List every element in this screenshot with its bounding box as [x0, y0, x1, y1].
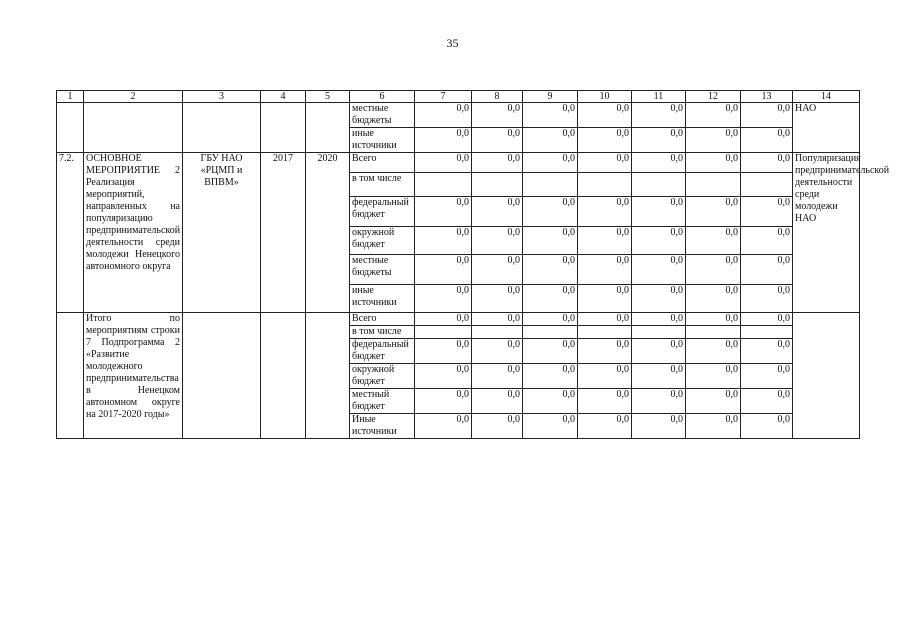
source-label: федеральный бюджет — [350, 197, 415, 227]
source-label: иные источники — [350, 285, 415, 313]
header-cell: 7 — [415, 91, 472, 103]
value-cell: 0,0 — [523, 255, 578, 285]
value-cell: 0,0 — [632, 227, 686, 255]
value-cell: 0,0 — [523, 414, 578, 439]
value-cell: 0,0 — [415, 153, 472, 173]
value-cell: 0,0 — [578, 197, 632, 227]
value-cell — [686, 173, 741, 197]
value-cell: 0,0 — [578, 103, 632, 128]
source-label: окружной бюджет — [350, 364, 415, 389]
value-cell: 0,0 — [632, 128, 686, 153]
result-cell — [793, 313, 860, 439]
total-name: Итого по мероприятиям строки 7 Подпрограмма 2 «Развитие молодежного предпринимательства в Ненецком автономном округе на 2017-2020 годы» — [84, 313, 183, 439]
source-label: иные источники — [350, 128, 415, 153]
year-start — [261, 313, 306, 439]
source-label: федеральный бюджет — [350, 339, 415, 364]
value-cell: 0,0 — [632, 103, 686, 128]
value-cell: 0,0 — [415, 339, 472, 364]
value-cell: 0,0 — [578, 285, 632, 313]
value-cell: 0,0 — [523, 285, 578, 313]
value-cell — [632, 173, 686, 197]
header-cell: 9 — [523, 91, 578, 103]
value-cell: 0,0 — [686, 103, 741, 128]
value-cell: 0,0 — [415, 414, 472, 439]
value-cell: 0,0 — [578, 128, 632, 153]
value-cell: 0,0 — [415, 197, 472, 227]
row-number: 7.2. — [57, 153, 84, 313]
year-start-cell — [261, 103, 306, 153]
value-cell: 0,0 — [472, 285, 523, 313]
value-cell: 0,0 — [472, 389, 523, 414]
value-cell: 0,0 — [686, 197, 741, 227]
header-cell: 1 — [57, 91, 84, 103]
value-cell — [741, 173, 793, 197]
value-cell: 0,0 — [415, 364, 472, 389]
header-cell: 5 — [306, 91, 350, 103]
header-cell: 8 — [472, 91, 523, 103]
value-cell: 0,0 — [686, 285, 741, 313]
header-cell: 14 — [793, 91, 860, 103]
source-label: Иные источники — [350, 414, 415, 439]
value-cell: 0,0 — [472, 313, 523, 326]
value-cell: 0,0 — [578, 153, 632, 173]
value-cell: 0,0 — [686, 414, 741, 439]
value-cell — [632, 326, 686, 339]
num-cell — [57, 103, 84, 153]
value-cell: 0,0 — [632, 313, 686, 326]
header-cell: 10 — [578, 91, 632, 103]
value-cell: 0,0 — [578, 364, 632, 389]
value-cell: 0,0 — [523, 197, 578, 227]
value-cell: 0,0 — [523, 128, 578, 153]
value-cell — [686, 326, 741, 339]
value-cell: 0,0 — [741, 313, 793, 326]
year-start: 2017 — [261, 153, 306, 313]
value-cell: 0,0 — [523, 153, 578, 173]
year-end: 2020 — [306, 153, 350, 313]
executor: ГБУ НАО «РЦМП и ВПВМ» — [183, 153, 261, 313]
value-cell — [578, 173, 632, 197]
value-cell — [741, 326, 793, 339]
value-cell: 0,0 — [578, 313, 632, 326]
value-cell: 0,0 — [472, 227, 523, 255]
value-cell: 0,0 — [686, 227, 741, 255]
result-cell: НАО — [793, 103, 860, 153]
value-cell: 0,0 — [523, 389, 578, 414]
value-cell: 0,0 — [632, 285, 686, 313]
source-label: в том числе — [350, 173, 415, 197]
funding-table — [56, 90, 890, 439]
value-cell: 0,0 — [686, 364, 741, 389]
source-label: окружной бюджет — [350, 227, 415, 255]
activity-name: ОСНОВНОЕ МЕРОПРИЯТИЕ 2 Реализация мероприятий, направленных на популяризацию предпринимательской деятельности среди молодежи Ненецкого автономного округа — [84, 153, 183, 313]
value-cell: 0,0 — [472, 153, 523, 173]
value-cell: 0,0 — [578, 414, 632, 439]
value-cell: 0,0 — [741, 103, 793, 128]
value-cell: 0,0 — [472, 339, 523, 364]
value-cell: 0,0 — [415, 103, 472, 128]
value-cell: 0,0 — [741, 339, 793, 364]
value-cell: 0,0 — [741, 153, 793, 173]
value-cell: 0,0 — [523, 313, 578, 326]
header-cell: 13 — [741, 91, 793, 103]
value-cell — [523, 326, 578, 339]
header-cell: 2 — [84, 91, 183, 103]
name-cell — [84, 103, 183, 153]
year-end-cell — [306, 103, 350, 153]
source-label: местные бюджеты — [350, 255, 415, 285]
value-cell: 0,0 — [686, 128, 741, 153]
value-cell: 0,0 — [415, 227, 472, 255]
value-cell: 0,0 — [632, 339, 686, 364]
value-cell: 0,0 — [741, 389, 793, 414]
value-cell: 0,0 — [741, 227, 793, 255]
value-cell: 0,0 — [578, 227, 632, 255]
value-cell: 0,0 — [523, 103, 578, 128]
source-label: Всего — [350, 313, 415, 326]
value-cell: 0,0 — [472, 103, 523, 128]
value-cell: 0,0 — [741, 364, 793, 389]
value-cell: 0,0 — [686, 255, 741, 285]
value-cell: 0,0 — [741, 128, 793, 153]
value-cell: 0,0 — [632, 255, 686, 285]
value-cell — [472, 173, 523, 197]
value-cell: 0,0 — [415, 128, 472, 153]
value-cell: 0,0 — [415, 255, 472, 285]
value-cell: 0,0 — [415, 313, 472, 326]
value-cell: 0,0 — [523, 227, 578, 255]
value-cell: 0,0 — [632, 389, 686, 414]
value-cell: 0,0 — [741, 197, 793, 227]
value-cell — [472, 326, 523, 339]
source-label: в том числе — [350, 326, 415, 339]
value-cell: 0,0 — [686, 339, 741, 364]
value-cell: 0,0 — [472, 364, 523, 389]
value-cell: 0,0 — [686, 389, 741, 414]
value-cell: 0,0 — [741, 285, 793, 313]
value-cell: 0,0 — [472, 414, 523, 439]
table-row — [57, 313, 860, 326]
source-label: местные бюджеты — [350, 103, 415, 128]
value-cell: 0,0 — [472, 197, 523, 227]
value-cell: 0,0 — [523, 339, 578, 364]
header-cell: 3 — [183, 91, 261, 103]
executor — [183, 313, 261, 439]
value-cell: 0,0 — [415, 285, 472, 313]
value-cell: 0,0 — [632, 364, 686, 389]
value-cell: 0,0 — [472, 255, 523, 285]
header-cell: 11 — [632, 91, 686, 103]
result-cell: Популяризация предпринимательской деятельности среди молодежи НАО — [793, 153, 860, 313]
table-row — [57, 103, 860, 128]
value-cell — [415, 173, 472, 197]
value-cell: 0,0 — [472, 128, 523, 153]
value-cell: 0,0 — [686, 313, 741, 326]
row-number — [57, 313, 84, 439]
header-cell: 4 — [261, 91, 306, 103]
source-label: местный бюджет — [350, 389, 415, 414]
header-row — [57, 91, 860, 103]
value-cell: 0,0 — [632, 414, 686, 439]
value-cell — [415, 326, 472, 339]
value-cell: 0,0 — [578, 389, 632, 414]
page-number: 35 — [446, 36, 459, 50]
value-cell: 0,0 — [578, 339, 632, 364]
value-cell: 0,0 — [632, 197, 686, 227]
year-end — [306, 313, 350, 439]
table-row — [57, 153, 860, 173]
value-cell: 0,0 — [578, 255, 632, 285]
value-cell: 0,0 — [741, 255, 793, 285]
value-cell: 0,0 — [686, 153, 741, 173]
value-cell — [523, 173, 578, 197]
source-label: Всего — [350, 153, 415, 173]
value-cell: 0,0 — [415, 389, 472, 414]
value-cell: 0,0 — [523, 364, 578, 389]
value-cell: 0,0 — [741, 414, 793, 439]
header-cell: 6 — [350, 91, 415, 103]
value-cell — [578, 326, 632, 339]
header-cell: 12 — [686, 91, 741, 103]
value-cell: 0,0 — [632, 153, 686, 173]
executor-cell — [183, 103, 261, 153]
